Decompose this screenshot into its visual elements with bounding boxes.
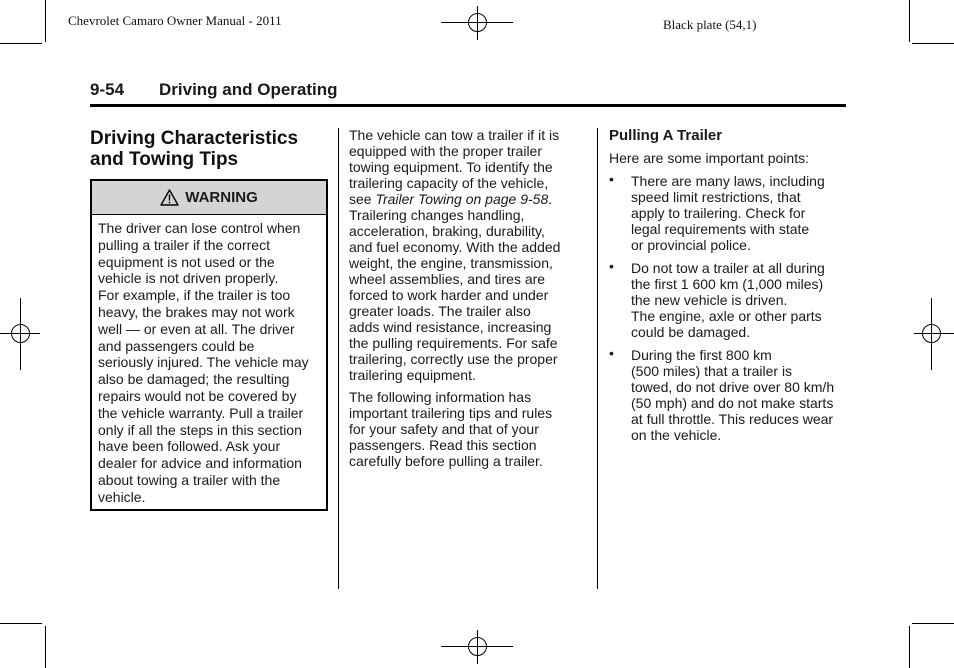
bullet-symbol: •	[609, 171, 614, 187]
warning-line: also be damaged; the resulting	[98, 371, 290, 388]
text-line: The following information has	[349, 389, 532, 405]
document-title: Chevrolet Camaro Owner Manual - 2011	[68, 13, 282, 28]
text-line: towed, do not drive over 80 km/h	[631, 379, 835, 395]
warning-line: dealer for advice and information	[98, 455, 302, 472]
section-title: Driving and Operating	[159, 80, 338, 99]
text-line: trailering capacity of the vehicle,	[349, 175, 549, 191]
warning-line: pulling a trailer if the correct	[98, 236, 270, 253]
warning-line: repairs would not be covered by	[98, 387, 297, 404]
text-line: forced to work harder and under	[349, 287, 549, 303]
warning-line: about towing a trailer with the	[98, 471, 281, 488]
text-line: the pulling requirements. For safe	[349, 335, 558, 351]
warning-box	[90, 179, 328, 511]
bullet-item	[609, 347, 854, 443]
text-line: (50 mph) and do not make starts	[631, 395, 834, 411]
warning-text	[92, 215, 326, 506]
warning-header	[92, 181, 326, 215]
crop-mark-bottom-right-v	[909, 626, 910, 668]
text-line: passengers. Read this section	[349, 437, 537, 453]
text-line: the first 1 600 km (1,000 miles)	[631, 276, 824, 292]
warning-triangle-icon	[160, 189, 179, 206]
text-line: trailering, correctly use the proper	[349, 351, 558, 367]
text-line: During the first 800 km	[631, 347, 772, 363]
text-line: trailering equipment.	[349, 367, 476, 383]
crop-mark-bottom-left-v	[45, 626, 46, 668]
crop-mark-top-right-h	[912, 43, 954, 44]
text-line: and fuel economy. With the added	[349, 239, 561, 255]
text-line: wheel assemblies, and tires are	[349, 271, 546, 287]
crop-mark-top-left-v	[45, 0, 46, 42]
crop-mark-top-right-v	[909, 0, 910, 42]
text-line: (500 miles) that a trailer is	[631, 363, 793, 379]
text-line: greater loads. The trailer also	[349, 303, 531, 319]
text-see: see	[349, 191, 376, 207]
text-line: towing equipment. To identify the	[349, 159, 553, 175]
plate-label: Black plate (54,1)	[663, 17, 757, 32]
crop-mark-top-left-h	[0, 43, 42, 44]
text-line: Trailering changes handling,	[349, 207, 525, 223]
warning-line: and passengers could be	[98, 337, 255, 354]
text-line: could be damaged.	[631, 324, 751, 340]
column-2	[349, 127, 589, 469]
text-line: at full throttle. This reduces wear	[631, 411, 834, 427]
warning-line: only if all the steps in this section	[98, 421, 302, 438]
warning-line: seriously injured. The vehicle may	[98, 354, 309, 371]
warning-line: have been followed. Ask your	[98, 438, 281, 455]
page-header	[90, 80, 846, 107]
text-line: important trailering tips and rules	[349, 405, 553, 421]
text-line: equipped with the proper trailer	[349, 143, 543, 159]
text-period: .	[548, 191, 553, 207]
warning-label: WARNING	[185, 189, 258, 206]
bullet-symbol: •	[609, 258, 614, 274]
text-line: the new vehicle is driven.	[631, 292, 788, 308]
text-line: or provincial police.	[631, 237, 751, 253]
text-line: apply to trailering. Check for	[631, 205, 806, 221]
warning-line: the vehicle warranty. Pull a trailer	[98, 404, 304, 421]
page-number: 9-54	[90, 80, 125, 99]
bullet-item	[609, 260, 854, 340]
column-divider-1	[338, 128, 339, 589]
text-line: speed limit restrictions, that	[631, 189, 801, 205]
text-line: The engine, axle or other parts	[631, 308, 822, 324]
text-line: on the vehicle.	[631, 427, 722, 443]
page-title	[90, 128, 330, 170]
title-line-1: Driving Characteristics	[90, 128, 299, 149]
column-1	[90, 128, 330, 170]
bullet-item	[609, 173, 854, 253]
text-line: acceleration, braking, durability,	[349, 223, 545, 239]
subheading-pulling-a-trailer: Pulling A Trailer	[609, 127, 723, 144]
text-line: for your safety and that of your	[349, 421, 539, 437]
paragraph-towing-intro	[349, 127, 589, 383]
bullet-symbol: •	[609, 345, 614, 361]
text-line: There are many laws, including	[631, 173, 825, 189]
intro-text: Here are some important points:	[609, 150, 809, 166]
text-line: weight, the engine, transmission,	[349, 255, 553, 271]
warning-line: well — or even at all. The driver	[98, 320, 295, 337]
column-divider-2	[597, 128, 598, 589]
warning-line: The driver can lose control when	[98, 220, 301, 236]
warning-line: For example, if the trailer is too	[98, 287, 291, 304]
warning-line: heavy, the brakes may not work	[98, 303, 295, 320]
text-line: The vehicle can tow a trailer if it is	[349, 127, 560, 143]
warning-line: vehicle.	[98, 488, 146, 505]
crop-mark-bottom-left-h	[0, 623, 42, 624]
cross-reference-link[interactable]: Trailer Towing on page 9-58	[375, 191, 549, 207]
warning-line: vehicle is not driven properly.	[98, 270, 279, 287]
text-line: carefully before pulling a trailer.	[349, 453, 543, 469]
text-line: legal requirements with state	[631, 221, 810, 237]
paragraph-following-info	[349, 389, 589, 469]
column-3	[609, 127, 854, 443]
text-line: Do not tow a trailer at all during	[631, 260, 825, 276]
warning-line: equipment is not used or the	[98, 253, 275, 270]
text-line: adds wind resistance, increasing	[349, 319, 552, 335]
crop-mark-bottom-right-h	[912, 623, 954, 624]
title-line-2: and Towing Tips	[90, 149, 239, 170]
